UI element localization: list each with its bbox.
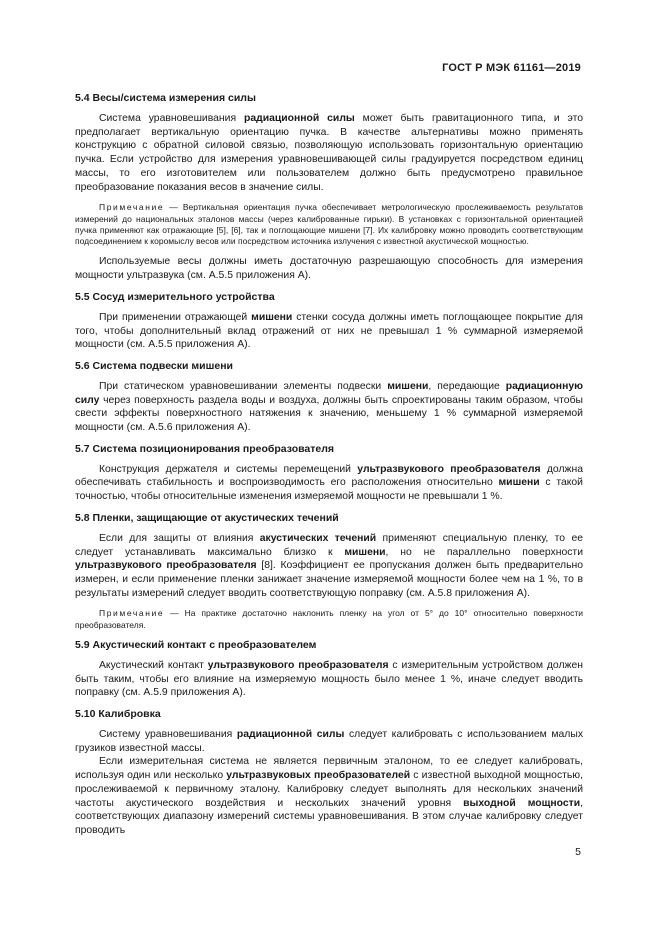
note-label: Примечание — [99, 202, 165, 213]
section-5-4-paragraph-2: Используемые весы должны иметь достаточную разрешающую способность для измерения мощности ультразвука (см. А.5.5 приложения А). — [75, 256, 583, 282]
page-number: 5 — [575, 846, 581, 858]
term-target: мишени — [251, 311, 293, 323]
section-5-4-paragraph-1: Система уравновешивания радиационной силы может быть гравитационного типа, и это предполагает вертикальную ориентацию пучка. В качестве альтернативы можно применять конструкцию с обратной силовой связью, позволяющую использовать горизонтальную ориентацию пучка. Если устройство для измерения уравновешивающей силы градуируется посредством единиц массы, то его изготовителем или пользователем должно быть предусмотрено правильное преобразование показания весов в значение силы. — [75, 113, 584, 193]
term-target: мишени — [387, 380, 429, 392]
term-ultrasonic-transducer: ультразвукового преобразователя — [357, 463, 541, 475]
term-radiation-force: радиационной силы — [236, 729, 345, 741]
section-5-7-title: 5.7 Система позиционирования преобразователя — [75, 442, 335, 455]
section-5-4-note: Примечание — Вертикальная ориентация пучка обеспечивает метрологическую прослеживаемость результатов измерений до национальных эталонов массы (через калиброванные гирьки). В установках с горизонтальной ориентацией пучка применяют как отражающие [5], [6], так и поглощающие мишени [7]. Их калибровку можно проводить соответствующим подсоединением к коромыслу весов или посредством источника излучения с известной акустической мощностью. — [75, 202, 583, 247]
section-5-6-title: 5.6 Система подвески мишени — [75, 359, 233, 372]
term-radiation-force: радиационную силу — [75, 380, 583, 406]
term-target: мишени — [498, 477, 540, 489]
document-header-code: ГОСТ Р МЭК 61161—2019 — [442, 62, 581, 74]
term-acoustic-streaming: акустических течений — [259, 532, 377, 544]
section-5-8-paragraph-1: Если для защиты от влияния акустических течений применяют специальную пленку, то ее следует устанавливать максимально близко к мишени, но не параллельно поверхности ультразвукового преобразователя [8]. Коэффициент ее пропускания должен быть предварительно измерен, и если применение пленки занижает значение измеряемой мощности более чем на 1 %, то в результаты измерений следует вводить соответствующую поправку (см. А.5.8 приложения А). — [75, 532, 584, 599]
section-5-8-note: Примечание — На практике достаточно наклонить пленку на угол от 5° до 10° относительно поверхности преобразователя. — [75, 608, 583, 630]
section-5-10-paragraph-2: Если измерительная система не является первичным эталоном, то ее следует калибровать, используя один или несколько ультразвуковых преобразователей с известной выходной мощностью, прослеживаемой к первичному эталону. Калибровку следует выполнять для нескольких значений частоты акустического воздействия и нескольких значений уровня выходной мощности, соответствующих диапазону измерений системы уравновешивания. В этом случае калибровку следует проводить — [75, 756, 583, 836]
section-5-9-paragraph-1: Акустический контакт ультразвукового преобразователя с измерительным устройством должен быть таким, чтобы его влияние на измеряемую мощность было менее 1 %, иначе следует вводить поправку (см. А.5.9 приложения А). — [75, 659, 583, 699]
term-ultrasonic-transducer: ультразвукового преобразователя — [207, 659, 389, 671]
section-5-6-paragraph-1: При статическом уравновешивании элементы подвески мишени, передающие радиационную силу через поверхность раздела воды и воздуха, должны быть спроектированы таким образом, чтобы свести эффекты поверхностного натяжения к значению, меньшему 1 % суммарной измеряемой мощности (см. А.5.6 приложения А). — [75, 380, 583, 434]
section-5-5-title: 5.5 Сосуд измерительного устройства — [75, 290, 275, 303]
term-target: мишени — [344, 546, 386, 558]
section-5-5-paragraph-1: При применении отражающей мишени стенки сосуда должны иметь поглощающее покрытие для того, чтобы дополнительный вклад отражений от них не превышал 1 % суммарной измеряемой мощности (см. А.5.5 приложения А). — [75, 311, 583, 351]
section-5-7-paragraph-1: Конструкция держателя и системы перемещений ультразвукового преобразователя должна обеспечивать стабильность и воспроизводимость его расположения относительно мишени с такой точностью, чтобы относительные изменения измеряемой мощности не превышали 1 %. — [75, 463, 583, 503]
section-5-4-title: 5.4 Весы/система измерения силы — [75, 92, 256, 104]
term-output-power: выходной мощности — [463, 797, 581, 809]
note-label: Примечание — [99, 608, 165, 619]
term-radiation-force: радиационной силы — [243, 113, 355, 124]
section-5-8-title: 5.8 Пленки, защищающие от акустических течений — [75, 511, 339, 524]
section-5-10-title: 5.10 Калибровка — [75, 708, 161, 721]
section-5-9-title: 5.9 Акустический контакт с преобразователем — [75, 638, 317, 651]
section-5-10-paragraph-1: Систему уравновешивания радиационной силы следует калибровать с использованием малых грузиков известной массы. — [75, 729, 584, 754]
term-ultrasonic-transducers: ультразвуковых преобразователей — [226, 770, 411, 782]
term-ultrasonic-transducer: ультразвукового преобразователя — [75, 560, 257, 572]
page-content — [75, 92, 583, 846]
